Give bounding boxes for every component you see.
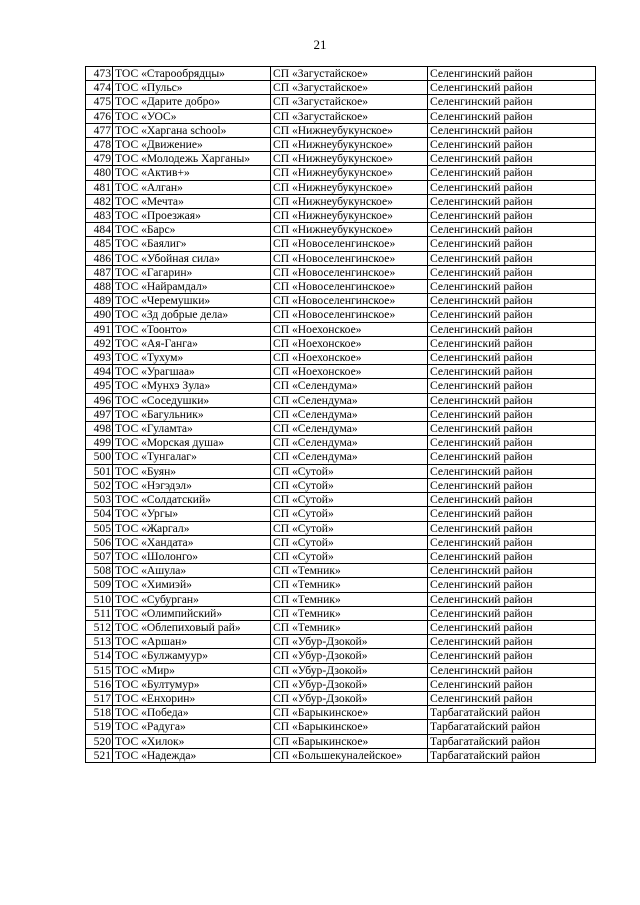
district-name: Селенгинский район	[428, 436, 596, 450]
table-row	[86, 351, 596, 365]
table-row	[86, 95, 596, 109]
district-name: Селенгинский район	[428, 393, 596, 407]
table-row	[86, 265, 596, 279]
row-number: 513	[86, 635, 113, 649]
settlement-name: СП «Барыкинское»	[271, 706, 428, 720]
district-name: Тарбагатайский район	[428, 734, 596, 748]
row-number: 514	[86, 649, 113, 663]
tos-name: ТОС «Молодежь Харганы»	[113, 152, 271, 166]
settlement-name: СП «Селендума»	[271, 422, 428, 436]
district-name: Тарбагатайский район	[428, 748, 596, 762]
district-name: Селенгинский район	[428, 407, 596, 421]
settlement-name: СП «Сутой»	[271, 521, 428, 535]
tos-name: ТОС «Тухум»	[113, 351, 271, 365]
tos-name: ТОС «Аршан»	[113, 635, 271, 649]
settlement-name: СП «Загустайское»	[271, 95, 428, 109]
row-number: 498	[86, 422, 113, 436]
tos-name: ТОС «Харгана school»	[113, 123, 271, 137]
row-number: 511	[86, 606, 113, 620]
row-number: 512	[86, 620, 113, 634]
tos-name: ТОС «Ашула»	[113, 564, 271, 578]
district-name: Селенгинский район	[428, 209, 596, 223]
settlement-name: СП «Сутой»	[271, 535, 428, 549]
table-row	[86, 123, 596, 137]
tos-name: ТОС «Мечта»	[113, 194, 271, 208]
settlement-name: СП «Селендума»	[271, 393, 428, 407]
tos-name: ТОС «Субурган»	[113, 592, 271, 606]
district-name: Селенгинский район	[428, 109, 596, 123]
table-row	[86, 251, 596, 265]
table-row	[86, 138, 596, 152]
district-name: Селенгинский район	[428, 564, 596, 578]
tos-name: ТОС «Морская душа»	[113, 436, 271, 450]
table-row	[86, 450, 596, 464]
tos-name: ТОС «Хандата»	[113, 535, 271, 549]
district-name: Селенгинский район	[428, 365, 596, 379]
tos-name: ТОС «Урагшаа»	[113, 365, 271, 379]
table-row	[86, 606, 596, 620]
settlement-name: СП «Селендума»	[271, 379, 428, 393]
tos-name: ТОС «Баялиг»	[113, 237, 271, 251]
row-number: 490	[86, 308, 113, 322]
row-number: 493	[86, 351, 113, 365]
row-number: 506	[86, 535, 113, 549]
table-row	[86, 152, 596, 166]
table-row	[86, 578, 596, 592]
table-row	[86, 336, 596, 350]
row-number: 480	[86, 166, 113, 180]
settlement-name: СП «Барыкинское»	[271, 734, 428, 748]
tos-name: ТОС «Солдатский»	[113, 493, 271, 507]
settlement-name: СП «Новоселенгинское»	[271, 237, 428, 251]
settlement-name: СП «Убур-Дзокой»	[271, 691, 428, 705]
table-row	[86, 493, 596, 507]
table-row	[86, 720, 596, 734]
row-number: 518	[86, 706, 113, 720]
table-row	[86, 564, 596, 578]
district-name: Селенгинский район	[428, 691, 596, 705]
row-number: 499	[86, 436, 113, 450]
settlement-name: СП «Новоселенгинское»	[271, 294, 428, 308]
table-row	[86, 223, 596, 237]
district-name: Селенгинский район	[428, 138, 596, 152]
row-number: 501	[86, 464, 113, 478]
row-number: 497	[86, 407, 113, 421]
settlement-name: СП «Нижнеубукунское»	[271, 180, 428, 194]
row-number: 515	[86, 663, 113, 677]
district-name: Селенгинский район	[428, 308, 596, 322]
tos-name: ТОС «Проезжая»	[113, 209, 271, 223]
row-number: 508	[86, 564, 113, 578]
row-number: 507	[86, 549, 113, 563]
district-name: Селенгинский район	[428, 464, 596, 478]
row-number: 482	[86, 194, 113, 208]
row-number: 478	[86, 138, 113, 152]
row-number: 503	[86, 493, 113, 507]
settlement-name: СП «Селендума»	[271, 407, 428, 421]
district-name: Селенгинский район	[428, 351, 596, 365]
tos-name: ТОС «Буян»	[113, 464, 271, 478]
settlement-name: СП «Загустайское»	[271, 67, 428, 81]
row-number: 484	[86, 223, 113, 237]
settlement-name: СП «Барыкинское»	[271, 720, 428, 734]
settlement-name: СП «Нижнеубукунское»	[271, 138, 428, 152]
row-number: 517	[86, 691, 113, 705]
table-row	[86, 379, 596, 393]
table-row	[86, 521, 596, 535]
tos-name: ТОС «Актив+»	[113, 166, 271, 180]
row-number: 521	[86, 748, 113, 762]
district-name: Селенгинский район	[428, 606, 596, 620]
district-name: Селенгинский район	[428, 549, 596, 563]
row-number: 495	[86, 379, 113, 393]
settlement-name: СП «Загустайское»	[271, 109, 428, 123]
table-row	[86, 81, 596, 95]
tos-name: ТОС «Убойная сила»	[113, 251, 271, 265]
table-row	[86, 365, 596, 379]
tos-name: ТОС «Старообрядцы»	[113, 67, 271, 81]
row-number: 485	[86, 237, 113, 251]
district-name: Селенгинский район	[428, 478, 596, 492]
row-number: 492	[86, 336, 113, 350]
row-number: 496	[86, 393, 113, 407]
row-number: 473	[86, 67, 113, 81]
row-number: 510	[86, 592, 113, 606]
row-number: 502	[86, 478, 113, 492]
table-row	[86, 436, 596, 450]
row-number: 509	[86, 578, 113, 592]
table-row	[86, 677, 596, 691]
tos-name: ТОС «Нэгэдэл»	[113, 478, 271, 492]
row-number: 505	[86, 521, 113, 535]
tos-name: ТОС «Надежда»	[113, 748, 271, 762]
tos-name: ТОС «Шолонго»	[113, 549, 271, 563]
district-name: Селенгинский район	[428, 677, 596, 691]
tos-name: ТОС «Хилок»	[113, 734, 271, 748]
row-number: 494	[86, 365, 113, 379]
tos-registry-table	[85, 66, 596, 763]
district-name: Селенгинский район	[428, 67, 596, 81]
settlement-name: СП «Темник»	[271, 606, 428, 620]
settlement-name: СП «Новоселенгинское»	[271, 265, 428, 279]
table-row	[86, 691, 596, 705]
settlement-name: СП «Убур-Дзокой»	[271, 677, 428, 691]
table-row	[86, 67, 596, 81]
settlement-name: СП «Нижнеубукунское»	[271, 194, 428, 208]
district-name: Селенгинский район	[428, 336, 596, 350]
district-name: Селенгинский район	[428, 251, 596, 265]
table-row	[86, 592, 596, 606]
table-row	[86, 464, 596, 478]
row-number: 487	[86, 265, 113, 279]
row-number: 483	[86, 209, 113, 223]
row-number: 519	[86, 720, 113, 734]
district-name: Селенгинский район	[428, 166, 596, 180]
tos-name: ТОС «Енхорин»	[113, 691, 271, 705]
district-name: Селенгинский район	[428, 280, 596, 294]
tos-name: ТОС «Химиэй»	[113, 578, 271, 592]
district-name: Селенгинский район	[428, 592, 596, 606]
row-number: 477	[86, 123, 113, 137]
settlement-name: СП «Сутой»	[271, 493, 428, 507]
table-row	[86, 237, 596, 251]
table-row	[86, 393, 596, 407]
tos-name: ТОС «Олимпийский»	[113, 606, 271, 620]
district-name: Селенгинский район	[428, 379, 596, 393]
table-row	[86, 734, 596, 748]
table-row	[86, 549, 596, 563]
district-name: Селенгинский район	[428, 507, 596, 521]
district-name: Селенгинский район	[428, 649, 596, 663]
tos-name: ТОС «Пульс»	[113, 81, 271, 95]
district-name: Селенгинский район	[428, 422, 596, 436]
tos-name: ТОС «Тунгалаг»	[113, 450, 271, 464]
row-number: 520	[86, 734, 113, 748]
tos-name: ТОС «Соседушки»	[113, 393, 271, 407]
district-name: Селенгинский район	[428, 578, 596, 592]
settlement-name: СП «Сутой»	[271, 478, 428, 492]
table-row	[86, 280, 596, 294]
table-row	[86, 166, 596, 180]
district-name: Тарбагатайский район	[428, 706, 596, 720]
settlement-name: СП «Селендума»	[271, 450, 428, 464]
settlement-name: СП «Убур-Дзокой»	[271, 649, 428, 663]
tos-name: ТОС «Багульник»	[113, 407, 271, 421]
table-row	[86, 649, 596, 663]
tos-name: ТОС «Гагарин»	[113, 265, 271, 279]
row-number: 500	[86, 450, 113, 464]
tos-name: ТОС «Ая-Ганга»	[113, 336, 271, 350]
settlement-name: СП «Убур-Дзокой»	[271, 663, 428, 677]
settlement-name: СП «Сутой»	[271, 507, 428, 521]
row-number: 475	[86, 95, 113, 109]
settlement-name: СП «Загустайское»	[271, 81, 428, 95]
table-row	[86, 180, 596, 194]
table-row	[86, 294, 596, 308]
district-name: Селенгинский район	[428, 81, 596, 95]
settlement-name: СП «Селендума»	[271, 436, 428, 450]
tos-name: ТОС «Мир»	[113, 663, 271, 677]
row-number: 491	[86, 322, 113, 336]
table-row	[86, 535, 596, 549]
district-name: Селенгинский район	[428, 237, 596, 251]
settlement-name: СП «Ноехонское»	[271, 365, 428, 379]
settlement-name: СП «Новоселенгинское»	[271, 280, 428, 294]
settlement-name: СП «Ноехонское»	[271, 322, 428, 336]
tos-name: ТОС «Облепиховый рай»	[113, 620, 271, 634]
district-name: Селенгинский район	[428, 223, 596, 237]
table-row	[86, 706, 596, 720]
settlement-name: СП «Сутой»	[271, 464, 428, 478]
tos-name: ТОС «Черемушки»	[113, 294, 271, 308]
district-name: Селенгинский район	[428, 635, 596, 649]
table-row	[86, 109, 596, 123]
district-name: Селенгинский район	[428, 95, 596, 109]
row-number: 504	[86, 507, 113, 521]
table-row	[86, 663, 596, 677]
table-row	[86, 478, 596, 492]
settlement-name: СП «Нижнеубукунское»	[271, 209, 428, 223]
district-name: Селенгинский район	[428, 294, 596, 308]
row-number: 476	[86, 109, 113, 123]
row-number: 489	[86, 294, 113, 308]
tos-name: ТОС «Барс»	[113, 223, 271, 237]
settlement-name: СП «Убур-Дзокой»	[271, 635, 428, 649]
settlement-name: СП «Темник»	[271, 564, 428, 578]
tos-name: ТОС «Ургы»	[113, 507, 271, 521]
settlement-name: СП «Нижнеубукунское»	[271, 166, 428, 180]
tos-name: ТОС «Тоонто»	[113, 322, 271, 336]
row-number: 516	[86, 677, 113, 691]
district-name: Селенгинский район	[428, 521, 596, 535]
settlement-name: СП «Большекуналейское»	[271, 748, 428, 762]
settlement-name: СП «Нижнеубукунское»	[271, 223, 428, 237]
district-name: Селенгинский район	[428, 265, 596, 279]
settlement-name: СП «Ноехонское»	[271, 351, 428, 365]
tos-name: ТОС «Радуга»	[113, 720, 271, 734]
tos-name: ТОС «УОС»	[113, 109, 271, 123]
district-name: Селенгинский район	[428, 450, 596, 464]
settlement-name: СП «Темник»	[271, 592, 428, 606]
district-name: Селенгинский район	[428, 493, 596, 507]
district-name: Тарбагатайский район	[428, 720, 596, 734]
tos-name: ТОС «Алган»	[113, 180, 271, 194]
district-name: Селенгинский район	[428, 194, 596, 208]
district-name: Селенгинский район	[428, 663, 596, 677]
tos-name: ТОС «Дарите добро»	[113, 95, 271, 109]
district-name: Селенгинский район	[428, 123, 596, 137]
table-row	[86, 194, 596, 208]
table-row	[86, 308, 596, 322]
settlement-name: СП «Ноехонское»	[271, 336, 428, 350]
district-name: Селенгинский район	[428, 322, 596, 336]
tos-name: ТОС «Булжамуур»	[113, 649, 271, 663]
table-row	[86, 407, 596, 421]
tos-name: ТОС «Победа»	[113, 706, 271, 720]
table-row	[86, 422, 596, 436]
table-row	[86, 322, 596, 336]
settlement-name: СП «Темник»	[271, 620, 428, 634]
row-number: 474	[86, 81, 113, 95]
table-row	[86, 635, 596, 649]
district-name: Селенгинский район	[428, 535, 596, 549]
page-number: 21	[313, 37, 327, 52]
tos-name: ТОС «Гуламта»	[113, 422, 271, 436]
settlement-name: СП «Новоселенгинское»	[271, 308, 428, 322]
row-number: 486	[86, 251, 113, 265]
table-row	[86, 748, 596, 762]
tos-name: ТОС «Зд добрые дела»	[113, 308, 271, 322]
table-row	[86, 209, 596, 223]
settlement-name: СП «Нижнеубукунское»	[271, 123, 428, 137]
row-number: 481	[86, 180, 113, 194]
table-row	[86, 620, 596, 634]
tos-name: ТОС «Найрамдал»	[113, 280, 271, 294]
district-name: Селенгинский район	[428, 152, 596, 166]
tos-name: ТОС «Мунхэ Зула»	[113, 379, 271, 393]
district-name: Селенгинский район	[428, 620, 596, 634]
settlement-name: СП «Нижнеубукунское»	[271, 152, 428, 166]
tos-name: ТОС «Жаргал»	[113, 521, 271, 535]
settlement-name: СП «Сутой»	[271, 549, 428, 563]
table-body	[86, 67, 596, 763]
tos-name: ТОС «Бултумур»	[113, 677, 271, 691]
district-name: Селенгинский район	[428, 180, 596, 194]
row-number: 488	[86, 280, 113, 294]
tos-name: ТОС «Движение»	[113, 138, 271, 152]
table-row	[86, 507, 596, 521]
settlement-name: СП «Темник»	[271, 578, 428, 592]
settlement-name: СП «Новоселенгинское»	[271, 251, 428, 265]
row-number: 479	[86, 152, 113, 166]
